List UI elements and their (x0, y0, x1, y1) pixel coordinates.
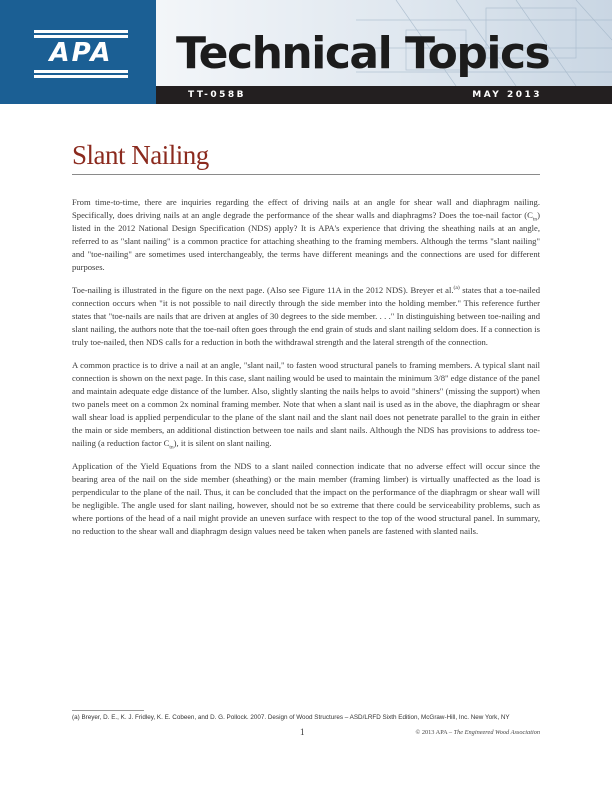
footnote: (a) Breyer, D. E., K. J. Fridley, K. E. Cobeen, and D. G. Pollock. 2007. Design of Wood Structures – ASD/LRFD Sixth Edition, McGraw-Hill, Inc. New York, NY (72, 714, 510, 721)
logo-stripe-bottom (34, 70, 128, 73)
footnote-ref: (a) (453, 285, 460, 292)
header-bar (156, 86, 612, 104)
doc-number: TT-058B (188, 90, 247, 100)
paragraph-3: A common practice is to drive a nail at an angle, "slant nail," to fasten wood structural panels to framing members. A typical slant nail connection is shown on the next page. In this case, slant nailing would be used to maintain the minimum 3/8" edge distance of the panel and maintain adequate edge distance of the lumber. Also, slightly slanting the nails helps to avoid "shiners" (missing the support) when two panels meet on a common 2x nominal framing member. Note that when a slant nail is used as in the above, the diaphragm or shear wall shear load is applied perpendicular to the plane of the slant nail and the slant nail does not penetrate parallel to the grain in either the main or side members, an additional distinction between toe nails and slant nails. Although the NDS has provisions to address toe-nailing (a reduction factor $C_{tn}$), it is silent on slant nailing. (72, 360, 540, 451)
apa-logo (0, 0, 156, 104)
series-title: Technical Topics (176, 28, 550, 79)
article-body (72, 196, 540, 548)
logo-stripe-bottom-2 (34, 75, 128, 78)
article-title: Slant Nailing (72, 140, 209, 170)
paragraph-2: Toe-nailing is illustrated in the figure on the next page. (Also see Figure 11A in the 2012 NDS). Breyer et al.$^{(a)}$ states that a toe-nailed connection occurs when "it is not possible to nail directly through the side member into the holding member." This reference further states that "toe-nails are nails that are driven at angles of 30 degrees to the side member. . . ." In distinguishing between toe-nailing and slant nailing, the authors note that the toe-nail often goes through the end grain of studs and slant nailing seldom does. If a connection is truly toe-nailed, then NDS calls for a reduction in both the withdrawal strength and the lateral strength of the connection. (72, 285, 541, 347)
logo-stripe-top (34, 30, 128, 33)
paragraph-4: Application of the Yield Equations from the NDS to a slant nailed connection indicate that no adverse effect will occur since the bearing area of the nail on the side member (sheathing) or the main member (framing limber) is virtually unaffected as the load is perpendicular to the plane of the nail. Thus, it can be concluded that the impact on the performance of the diaphragm or shear wall will be negligible. The angle used for slant nailing, however, should not be so extreme that there could be serviceability problems, such as where portions of the head of a nail might provide an uneven surface with respect to the top of the wood structural panel. In summary, no reduction to the shear wall and diaphragm design values need be taken when panels are fastened with slanted nails. (72, 461, 540, 536)
title-divider (72, 174, 540, 175)
logo-text: APA (49, 38, 113, 68)
footnote-divider (72, 710, 144, 711)
doc-date: MAY 2013 (472, 90, 542, 100)
page-header (0, 0, 612, 104)
copyright: © 2013 APA – The Engineered Wood Association (415, 729, 540, 736)
page-number: 1 (300, 727, 305, 737)
paragraph-1: From time-to-time, there are inquiries regarding the effect of driving nails at an angle for shear wall and diaphragm nailing. Specifically, does driving nails at an angle degrade the performance of the shear walls and diaphragms? Does the toe-nail factor $(C_{tn})$ listed in the 2012 National Design Specification (NDS) apply? It is APA's experience that driving the sheathing nails at an angle, referred to as "slant nailing" is a common practice for attaching sheathing to the framing members. Although the terms "slant nailing" and "toe-nailing" are sometimes used interchangeably, the terms have different meanings and the connections are used for different purposes. (72, 197, 540, 272)
